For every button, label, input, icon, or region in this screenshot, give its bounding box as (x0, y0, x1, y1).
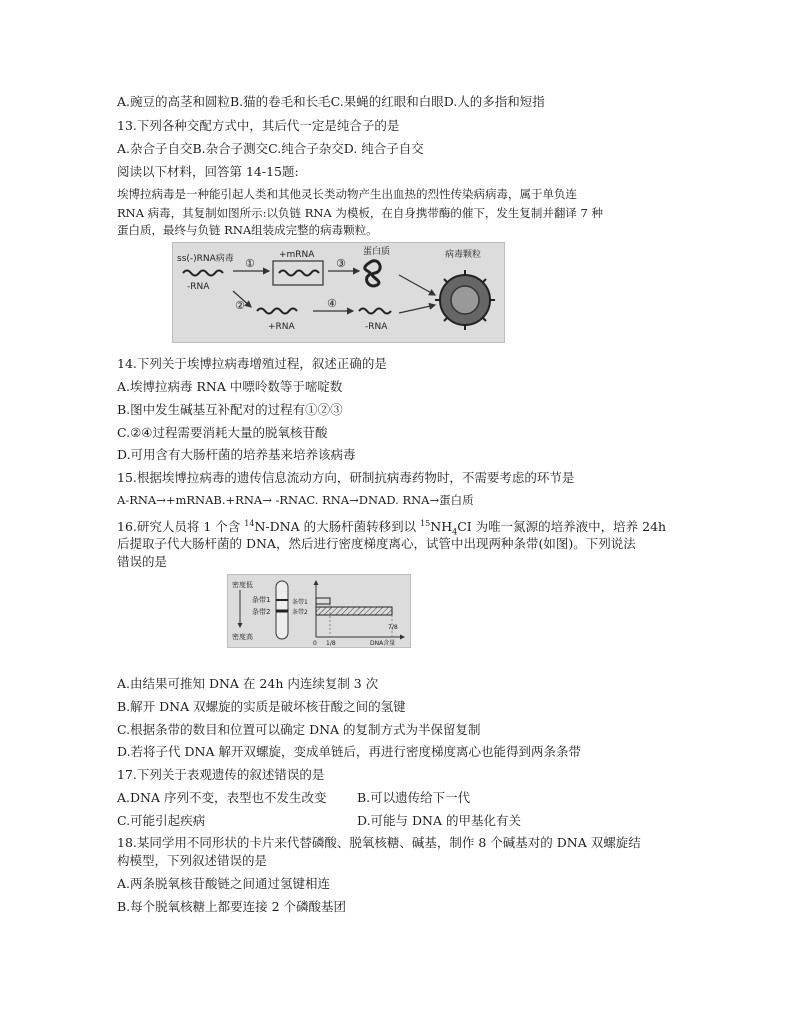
q17-option-a: A.DNA 序列不变，表型也不发生改变 (117, 790, 327, 805)
x-tick-0: 0 (313, 640, 317, 647)
q15-stem: 15.根据埃博拉病毒的遗传信息流动方向，研制抗病毒药物时，不需要考虑的环节是 (117, 470, 575, 485)
chart-band1-bar (316, 598, 330, 604)
q13-options: A.杂合子自交B.杂合子测交C.纯合子杂交D. 纯合子自交 (117, 141, 424, 156)
density-low-label: 密度低 (232, 581, 253, 589)
neg-rna-wave (183, 271, 223, 276)
q18-stem-2: 构模型，下列叙述错误的是 (117, 853, 268, 868)
virus-label: ss(-)RNA病毒 (177, 254, 234, 264)
chart-band2-label: 条带2 (292, 609, 308, 616)
tube-band1-label: 条带1 (252, 596, 271, 604)
step4-label: ④ (327, 297, 337, 310)
q13-stem: 13.下列各种交配方式中，其后代一定是纯合子的是 (117, 118, 400, 133)
particle-label: 病毒颗粒 (445, 250, 482, 260)
tube-band2-label: 条带2 (252, 608, 271, 616)
q14-option-a: A.埃博拉病毒 RNA 中嘌呤数等于嘧啶数 (117, 379, 343, 394)
q14-option-c: C.②④过程需要消耗大量的脱氧核苷酸 (117, 425, 328, 440)
q17-option-c: C.可能引起疾病 (117, 813, 206, 828)
q16-option-b: B.解开 DNA 双螺旋的实质是破坏核苷酸之间的氢键 (117, 699, 406, 714)
q17-option-d: D.可能与 DNA 的甲基化有关 (357, 813, 521, 828)
q18-stem-1: 18.某同学用不同形状的卡片来代替磷酸、脱氧核糖、碱基，制作 8 个碱基对的 DNA 双螺旋结 (117, 835, 641, 850)
material-text-1: 埃博拉病毒是一种能引起人类和其他灵长类动物产生出血热的烈性传染病病毒，属于单负连 (117, 187, 577, 201)
q15-options: A-RNA→+mRNAB.+RNA→ -RNAC. RNA→DNAD. RNA→蛋白质 (117, 493, 474, 507)
x-tick-7-8: 7/8 (388, 624, 398, 631)
protein-shape (365, 261, 380, 286)
step3-label: ③ (336, 257, 346, 270)
q14-option-d: D.可用含有大肠杆菌的培养基来培养该病毒 (117, 447, 356, 462)
dna-density-figure (227, 574, 411, 648)
neg-rna-label: -RNA (187, 282, 210, 292)
q16-stem-3: 错误的是 (117, 554, 168, 569)
chart-band2-bar (316, 607, 392, 615)
mrna-box (273, 261, 323, 285)
q18-option-a: A.两条脱氧核苷酸链之间通过氢键相连 (117, 876, 331, 891)
q14-option-b: B.图中发生碱基互补配对的过程有①②③ (117, 402, 343, 417)
step2-label: ② (235, 299, 245, 312)
q17-stem: 17.下列关于表观遗传的叙述错误的是 (117, 767, 325, 782)
chart-band1-label: 条带1 (292, 599, 308, 606)
q12-options: A.豌豆的高茎和圆粒B.猫的卷毛和长毛C.果蝇的红眼和白眼D.人的多指和短指 (117, 94, 545, 109)
mrna-label: +mRNA (279, 250, 315, 260)
protein-label: 蛋白质 (363, 247, 391, 257)
q16-stem-2: 后提取子代大肠杆菌的 DNA，然后进行密度梯度离心，试管中出现两种条带(如图)。下列说法 (117, 536, 636, 551)
arrow-rna-particle (399, 305, 435, 313)
x-tick-1-8: 1/8 (326, 640, 336, 647)
material-intro: 阅读以下材料，回答第 14-15题: (117, 164, 299, 179)
q16-stem-1: 16.研究人员将 1 个含 $^{14}$N-DNA 的大肠杆菌转移到以 $^{15}NH_4CI$ 为唯一氮源的培养液中，培养 24h (117, 519, 667, 537)
pos-rna-label: +RNA (268, 322, 295, 332)
step1-label: ① (245, 257, 255, 270)
arrow-protein-particle (399, 275, 435, 295)
pos-rna-wave (257, 309, 297, 314)
q16-option-d: D.若将子代 DNA 解开双螺旋，变成单链后，再进行密度梯度离心也能得到两条条带 (117, 744, 581, 759)
material-text-3: 蛋白质，最终与负链 RNA组装成完整的病毒颗粒。 (117, 223, 378, 237)
q18-option-b: B.每个脱氧核糖上都要连接 2 个磷酸基团 (117, 899, 347, 914)
q14-stem: 14.下列关于埃博拉病毒增殖过程，叙述正确的是 (117, 356, 387, 371)
q16-option-a: A.由结果可推知 DNA 在 24h 内连续复制 3 次 (117, 676, 379, 691)
q17-option-b: B.可以遗传给下一代 (357, 790, 471, 805)
virus-particle-core (451, 286, 479, 314)
neg-rna2-label: -RNA (365, 322, 388, 332)
neg-rna2-wave (359, 309, 391, 314)
x-axis-label: DNA含量 (370, 640, 396, 647)
q16-option-c: C.根据条带的数目和位置可以确定 DNA 的复制方式为半保留复制 (117, 722, 481, 737)
ebola-replication-figure (172, 242, 505, 343)
mrna-wave (279, 271, 319, 276)
density-high-label: 密度高 (232, 633, 253, 641)
material-text-2: RNA 病毒，其复制如图所示:以负链 RNA 为模板，在自身携带酶的催下，发生复制并翻译 7 种 (117, 206, 604, 220)
